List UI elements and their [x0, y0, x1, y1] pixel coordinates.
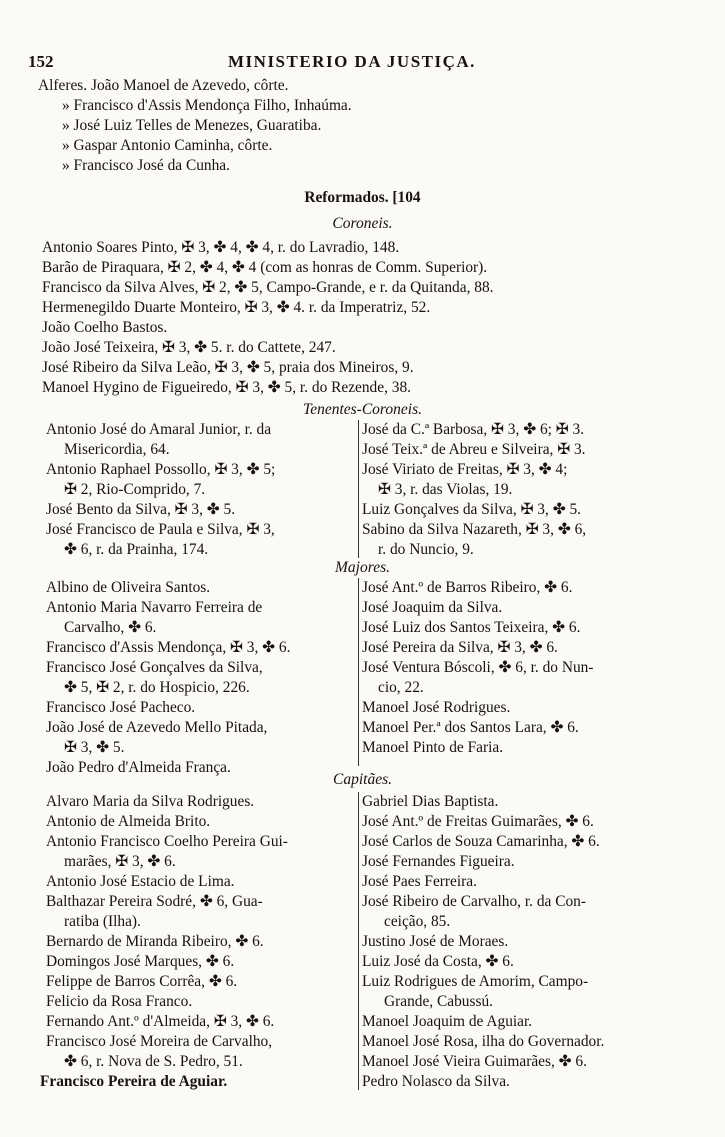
column-divider — [358, 420, 359, 558]
tenente-coronel-left-line: Antonio José do Amaral Junior, r. da — [46, 421, 272, 438]
major-right-line: Manoel José Rodrigues. — [362, 699, 511, 716]
section-heading-capitaes: Capitães. — [333, 771, 392, 788]
tenente-coronel-left-line: José Francisco de Paula e Silva, ✠ 3, — [46, 521, 275, 538]
tenente-coronel-left-line: Misericordia, 64. — [64, 441, 170, 458]
capitao-right-line: Luiz José da Costa, ✤ 6. — [362, 953, 514, 970]
major-left-line: Francisco José Gonçalves da Silva, — [46, 659, 263, 676]
section-heading-majores: Majores. — [335, 559, 390, 576]
capitao-left-line: marães, ✠ 3, ✤ 6. — [64, 853, 176, 870]
capitao-right-line: José Ant.º de Freitas Guimarães, ✤ 6. — [362, 813, 594, 830]
tenente-coronel-right-line: Sabino da Silva Nazareth, ✠ 3, ✤ 6, — [362, 521, 587, 538]
tenente-coronel-left-line: Antonio Raphael Possollo, ✠ 3, ✤ 5; — [46, 461, 276, 478]
capitao-left-line: Felicio da Rosa Franco. — [46, 993, 193, 1010]
coronel-line: Hermenegildo Duarte Monteiro, ✠ 3, ✤ 4. r. da Imperatriz, 52. — [42, 299, 431, 316]
column-divider — [358, 792, 359, 1090]
alferes-line: » Francisco José da Cunha. — [62, 157, 230, 174]
capitao-right-line: Gabriel Dias Baptista. — [362, 793, 499, 810]
tenente-coronel-left-line: ✠ 2, Rio-Comprido, 7. — [64, 481, 206, 498]
alferes-line: » Gaspar Antonio Caminha, côrte. — [62, 137, 273, 154]
capitao-right-line: ceição, 85. — [384, 913, 451, 930]
capitao-left-line: Bernardo de Miranda Ribeiro, ✤ 6. — [46, 933, 264, 950]
capitao-right-line: Manoel José Rosa, ilha do Governador. — [362, 1033, 605, 1050]
capitao-left-line: Fernando Ant.º d'Almeida, ✠ 3, ✤ 6. — [46, 1013, 275, 1030]
alferes-line: » José Luiz Telles de Menezes, Guaratiba. — [62, 117, 322, 134]
alferes-line: Alferes. João Manoel de Azevedo, côrte. — [38, 77, 289, 94]
tenente-coronel-right-line: Luiz Gonçalves da Silva, ✠ 3, ✤ 5. — [362, 501, 581, 518]
coronel-line: João José Teixeira, ✠ 3, ✤ 5. r. do Cattete, 247. — [42, 339, 336, 356]
tenente-coronel-right-line: r. do Nuncio, 9. — [378, 541, 474, 558]
capitao-left-line: ✤ 6, r. Nova de S. Pedro, 51. — [64, 1053, 243, 1070]
tenente-coronel-right-line: José Viriato de Freitas, ✠ 3, ✤ 4; — [362, 461, 568, 478]
capitao-right-line: Justino José de Moraes. — [362, 933, 509, 950]
running-title: MINISTERIO DA JUSTIÇA. — [228, 52, 476, 71]
coronel-line: José Ribeiro da Silva Leão, ✠ 3, ✤ 5, praia dos Mineiros, 9. — [42, 359, 414, 376]
coronel-line: Manoel Hygino de Figueiredo, ✠ 3, ✤ 5, r. do Rezende, 38. — [42, 379, 412, 396]
coronel-line: Antonio Soares Pinto, ✠ 3, ✤ 4, ✤ 4, r. do Lavradio, 148. — [42, 239, 400, 256]
tenente-coronel-right-line: José da C.ª Barbosa, ✠ 3, ✤ 6; ✠ 3. — [362, 421, 585, 438]
capitao-left-line: Balthazar Pereira Sodré, ✤ 6, Gua- — [46, 893, 263, 910]
major-right-line: Manoel Pinto de Faria. — [362, 739, 504, 756]
alferes-line: » Francisco d'Assis Mendonça Filho, Inhaúma. — [62, 97, 352, 114]
capitao-left-line: ratiba (Ilha). — [64, 913, 141, 930]
capitao-right-line: Manoel José Vieira Guimarães, ✤ 6. — [362, 1053, 587, 1070]
major-left-line: Francisco d'Assis Mendonça, ✠ 3, ✤ 6. — [46, 639, 291, 656]
capitao-right-line: Pedro Nolasco da Silva. — [362, 1073, 510, 1090]
major-right-line: Manoel Per.ª dos Santos Lara, ✤ 6. — [362, 719, 579, 736]
capitao-left-line: Antonio de Almeida Brito. — [46, 813, 211, 830]
major-left-line: Albino de Oliveira Santos. — [46, 579, 211, 596]
reformados-heading: Reformados. [104 — [304, 189, 421, 206]
section-heading-coroneis: Coroneis. — [332, 215, 393, 232]
capitao-right-line: Luiz Rodrigues de Amorim, Campo- — [362, 973, 589, 990]
capitao-right-line: José Paes Ferreira. — [362, 873, 477, 890]
major-left-line: João Pedro d'Almeida França. — [46, 759, 231, 776]
major-right-line: cio, 22. — [378, 679, 424, 696]
coronel-line: João Coelho Bastos. — [42, 319, 168, 336]
capitao-right-line: José Fernandes Figueira. — [362, 853, 515, 870]
coronel-line: Barão de Piraquara, ✠ 2, ✤ 4, ✤ 4 (com as honras de Comm. Superior). — [42, 259, 488, 276]
tenente-coronel-left-line: José Bento da Silva, ✠ 3, ✤ 5. — [46, 501, 236, 518]
major-left-line: ✠ 3, ✤ 5. — [64, 739, 125, 756]
capitao-left-line: Francisco Pereira de Aguiar. — [40, 1073, 228, 1090]
running-header — [28, 52, 688, 74]
page-number: 152 — [28, 52, 54, 71]
major-left-line: Antonio Maria Navarro Ferreira de — [46, 599, 263, 616]
capitao-left-line: Felippe de Barros Corrêa, ✤ 6. — [46, 973, 238, 990]
major-right-line: José Ant.º de Barros Ribeiro, ✤ 6. — [362, 579, 573, 596]
section-heading-tenentes-coroneis: Tenentes-Coroneis. — [303, 401, 422, 418]
column-divider — [358, 578, 359, 766]
coronel-line: Francisco da Silva Alves, ✠ 2, ✤ 5, Campo-Grande, e r. da Quitanda, 88. — [42, 279, 494, 296]
major-right-line: José Ventura Bóscoli, ✤ 6, r. do Nun- — [362, 659, 594, 676]
tenente-coronel-left-line: ✤ 6, r. da Prainha, 174. — [64, 541, 209, 558]
capitao-right-line: Manoel Joaquim de Aguiar. — [362, 1013, 533, 1030]
major-left-line: Francisco José Pacheco. — [46, 699, 196, 716]
major-left-line: Carvalho, ✤ 6. — [64, 619, 157, 636]
tenente-coronel-right-line: José Teix.ª de Abreu e Silveira, ✠ 3. — [362, 441, 586, 458]
capitao-right-line: Grande, Cabussú. — [384, 993, 493, 1010]
capitao-left-line: Alvaro Maria da Silva Rodrigues. — [46, 793, 255, 810]
major-right-line: José Joaquim da Silva. — [362, 599, 503, 616]
tenente-coronel-right-line: ✠ 3, r. das Violas, 19. — [378, 481, 513, 498]
major-left-line: João José de Azevedo Mello Pitada, — [46, 719, 268, 736]
major-right-line: José Luiz dos Santos Teixeira, ✤ 6. — [362, 619, 581, 636]
capitao-right-line: José Carlos de Souza Camarinha, ✤ 6. — [362, 833, 600, 850]
capitao-left-line: Domingos José Marques, ✤ 6. — [46, 953, 235, 970]
capitao-left-line: Antonio José Estacio de Lima. — [46, 873, 235, 890]
capitao-left-line: Antonio Francisco Coelho Pereira Gui- — [46, 833, 288, 850]
major-right-line: José Pereira da Silva, ✠ 3, ✤ 6. — [362, 639, 558, 656]
major-left-line: ✤ 5, ✠ 2, r. do Hospicio, 226. — [64, 679, 250, 696]
capitao-right-line: José Ribeiro de Carvalho, r. da Con- — [362, 893, 586, 910]
capitao-left-line: Francisco José Moreira de Carvalho, — [46, 1033, 273, 1050]
